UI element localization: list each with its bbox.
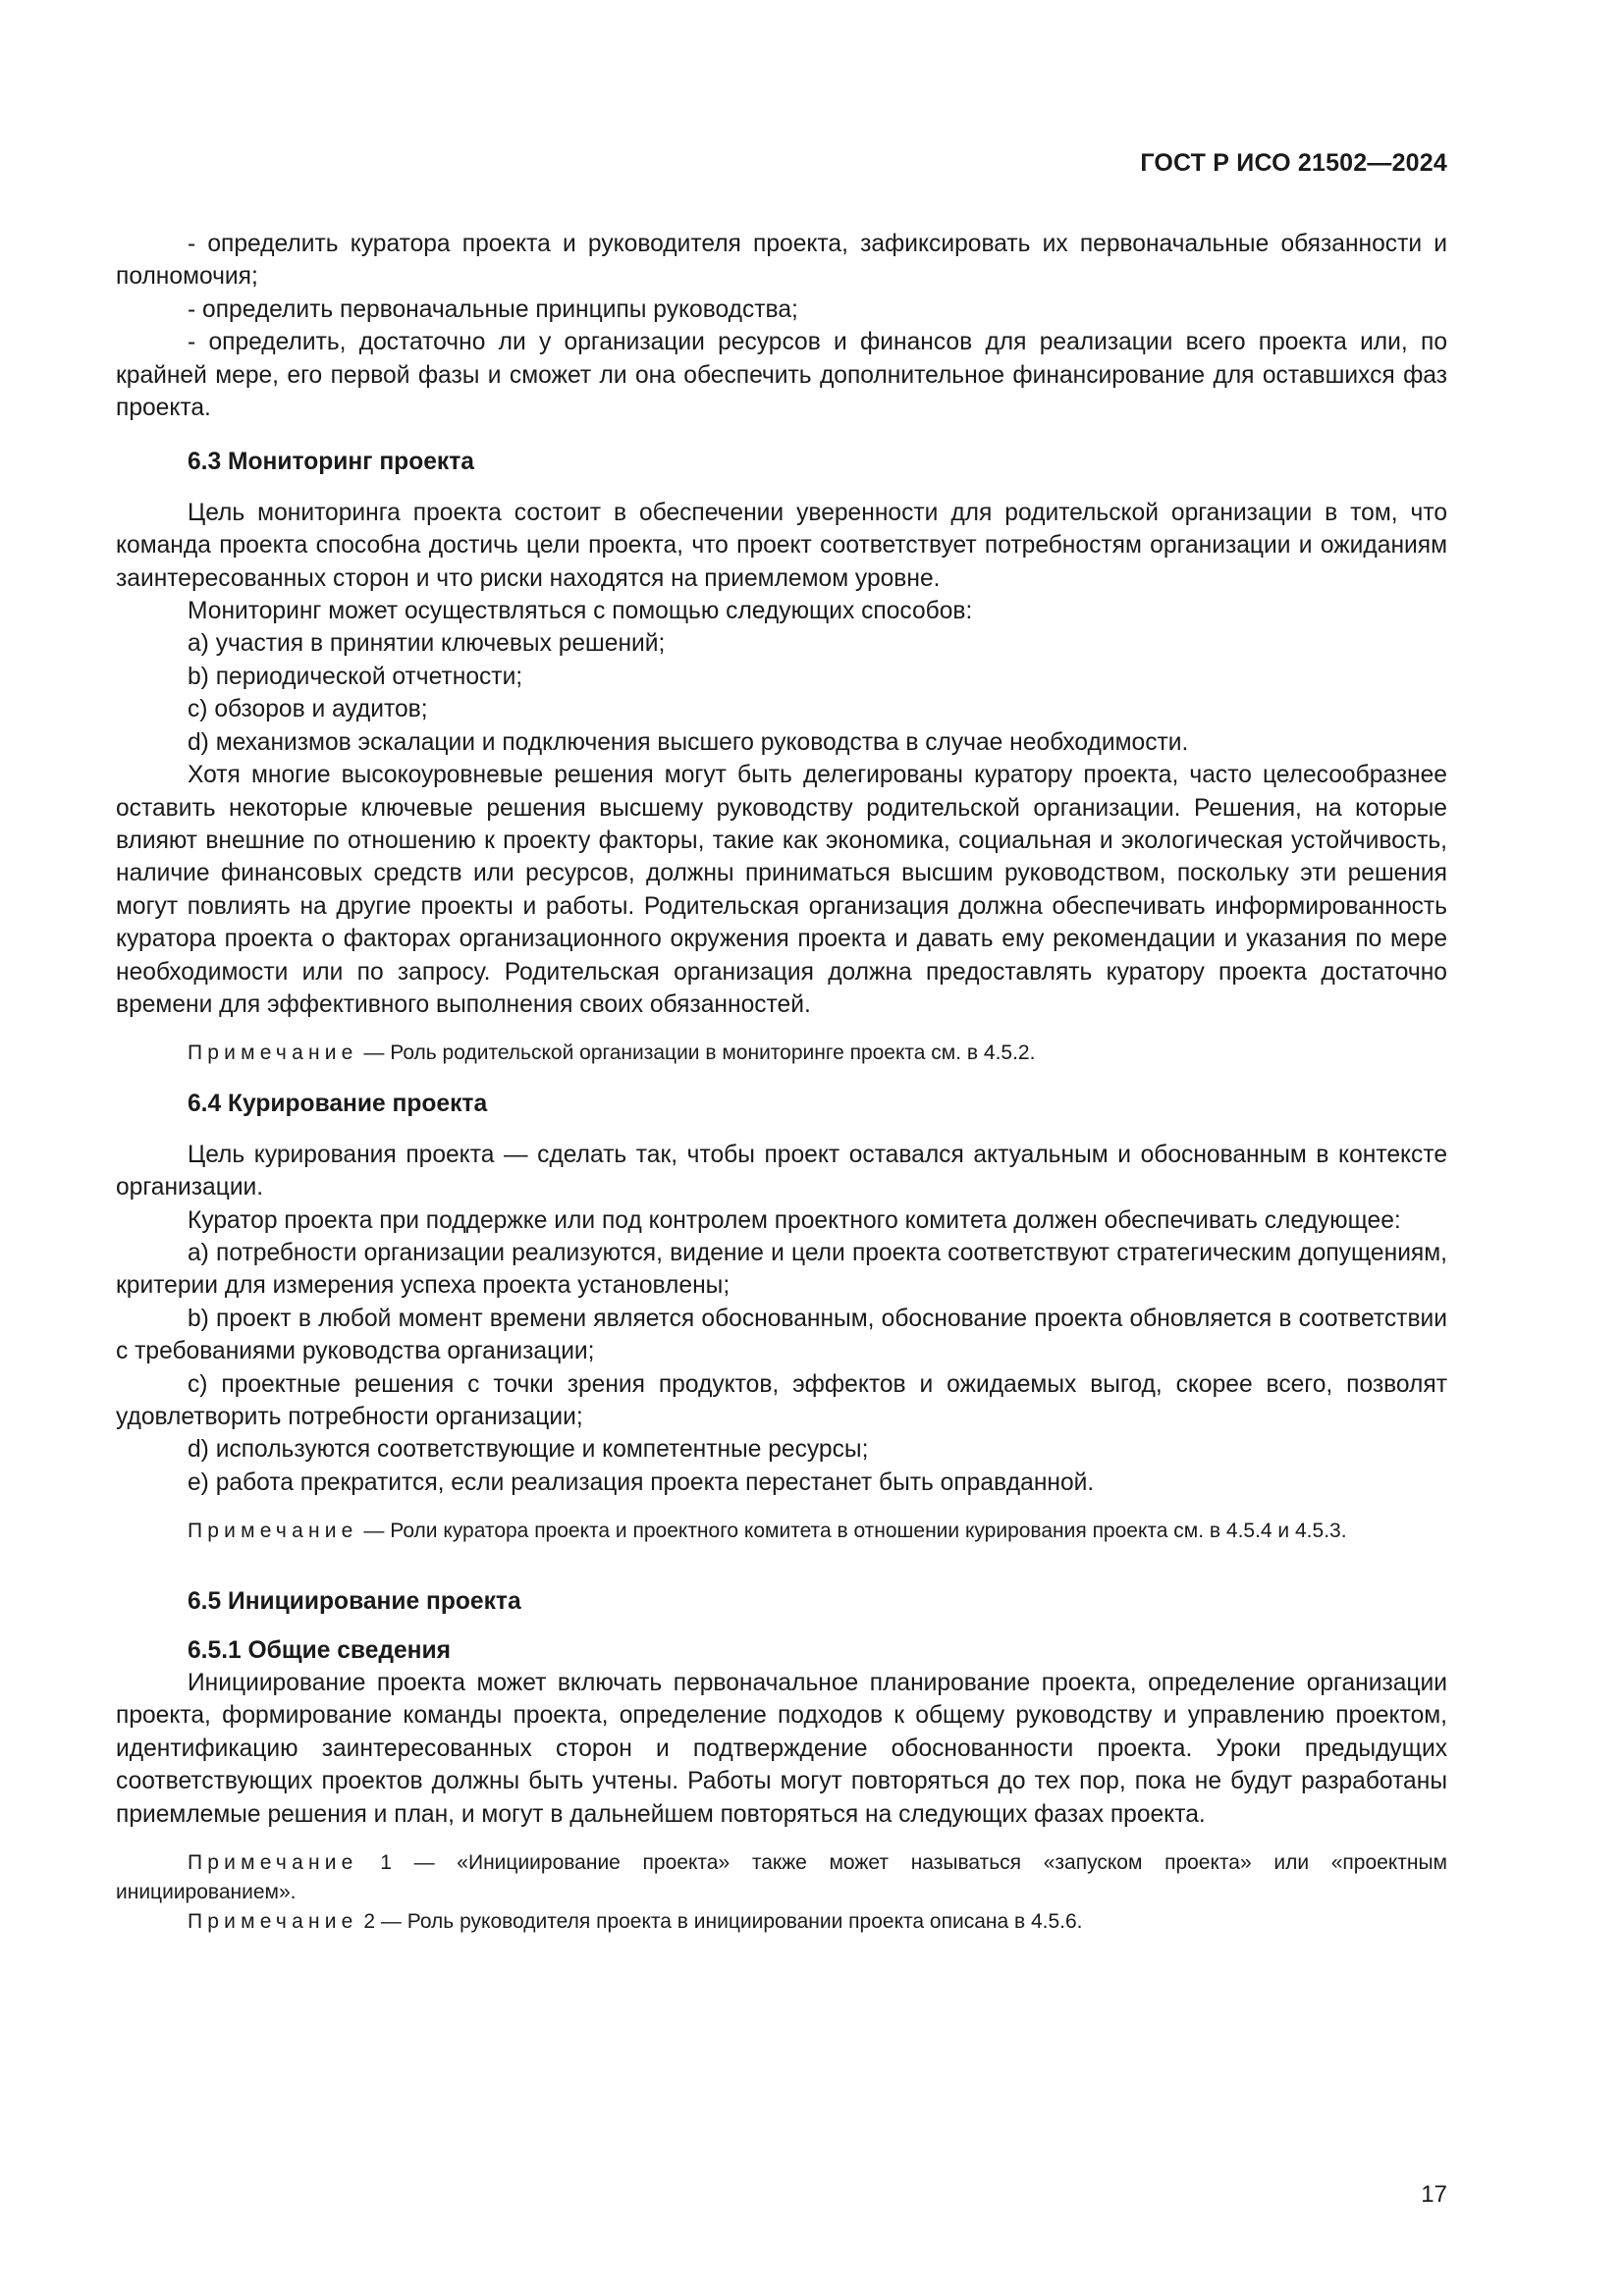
note-text: — Роли куратора проекта и проектного комитета в отношении курирования проекта см. в 4.5.4 и 4.5.3. <box>357 1520 1347 1543</box>
list-item: b) проект в любой момент времени является обоснованным, обоснование проекта обновляется в соответствии с требованиями руководства организации; <box>116 1305 1447 1365</box>
intro-item: - определить куратора проекта и руководителя проекта, зафиксировать их первоначальные обязанности и полномочия; <box>116 231 1447 291</box>
standard-header: ГОСТ Р ИСО 21502—2024 <box>1140 149 1447 177</box>
list-item: c) обзоров и аудитов; <box>188 696 428 723</box>
section-heading-6-3: 6.3 Мониторинг проекта <box>188 449 474 476</box>
list-item: d) механизмов эскалации и подключения высшего руководства в случае необходимости. <box>188 728 1189 756</box>
document-body <box>116 228 1447 1937</box>
list-item: a) потребности организации реализуются, видение и цели проекта соответствуют стратегическим допущениям, критерии для измерения успеха проекта установлены; <box>116 1239 1447 1300</box>
section-heading-6-4: 6.4 Курирование проекта <box>188 1091 488 1118</box>
section-heading-6-5: 6.5 Инициирование проекта <box>188 1588 521 1616</box>
subsection-heading-6-5-1: 6.5.1 Общие сведения <box>188 1636 451 1664</box>
note <box>116 1039 1447 1068</box>
paragraph: Мониторинг может осуществляться с помощью следующих способов: <box>188 598 973 625</box>
note-text: 1 — «Инициирование проекта» также может называться «запуском проекта» или «проектным инициированием». <box>116 1851 1447 1904</box>
list-item: a) участия в принятии ключевых решений; <box>188 630 666 658</box>
note-text: — Роль родительской организации в мониторинге проекта см. в 4.5.2. <box>357 1041 1036 1065</box>
note <box>116 1907 1447 1937</box>
paragraph: Хотя многие высокоуровневые решения могут быть делегированы куратору проекта, часто целесообразнее оставить некоторые ключевые решения высшему руководству родительской организации. Решения, на которые влияют внешние по отношению к проекту факторы, такие как экономика, социальная и экологическая устойчивость, наличие финансовых средств или ресурсов, должны приниматься высшим руководством, поскольку эти решения могут повлиять на другие проекты и работы. Родительская организация должна обеспечивать информированность куратора проекта о факторах организационного окружения проекта и давать ему рекомендации и указания по мере необходимости или по запросу. Родительская организация должна предоставлять куратору проекта достаточно времени для эффективного выполнения своих обязанностей. <box>116 762 1447 1018</box>
note-text: 2 — Роль руководителя проекта в инициировании проекта описана в 4.5.6. <box>357 1910 1083 1934</box>
page-number: 17 <box>1421 2181 1447 2208</box>
paragraph: Цель мониторинга проекта состоит в обеспечении уверенности для родительской организации в том, что команда проекта способна достичь цели проекта, что проект соответствует потребностям организации и ожиданиям заинтересованных сторон и что риски находятся на приемлемом уровне. <box>116 499 1447 592</box>
intro-item: - определить первоначальные принципы руководства; <box>188 295 798 323</box>
note-label: Примечание <box>188 1910 358 1934</box>
list-item: c) проектные решения с точки зрения продуктов, эффектов и ожидаемых выгод, скорее всего, позволят удовлетворить потребности организации; <box>116 1370 1447 1430</box>
paragraph: Цель курирования проекта — сделать так, чтобы проект оставался актуальным и обоснованным в контексте организации. <box>116 1141 1447 1201</box>
note-label: Примечание <box>188 1851 358 1875</box>
note <box>116 1517 1447 1546</box>
list-item: e) работа прекратится, если реализация проекта перестанет быть оправданной. <box>188 1468 1095 1496</box>
paragraph: Куратор проекта при поддержке или под контролем проектного комитета должен обеспечивать следующее: <box>188 1206 1401 1234</box>
list-item: d) используются соответствующие и компетентные ресурсы; <box>188 1436 869 1464</box>
paragraph: Инициирование проекта может включать первоначальное планирование проекта, определение организации проекта, формирование команды проекта, определение подходов к общему руководству и управлению проектом, идентификацию заинтересованных сторон и подтверждение обоснованности проекта. Уроки предыдущих соответствующих проектов должны быть учтены. Работы могут повторяться до тех пор, пока не будут разработаны приемлемые решения и план, и могут в дальнейшем повторяться на следующих фазах проекта. <box>116 1670 1447 1828</box>
note-label: Примечание <box>188 1041 358 1065</box>
note <box>116 1848 1447 1907</box>
note-label: Примечание <box>188 1520 358 1543</box>
intro-item: - определить, достаточно ли у организации ресурсов и финансов для реализации всего проекта или, по крайней мере, его первой фазы и сможет ли она обеспечить дополнительное финансирование для оставшихся фаз проекта. <box>116 329 1447 422</box>
list-item: b) периодической отчетности; <box>188 663 523 690</box>
